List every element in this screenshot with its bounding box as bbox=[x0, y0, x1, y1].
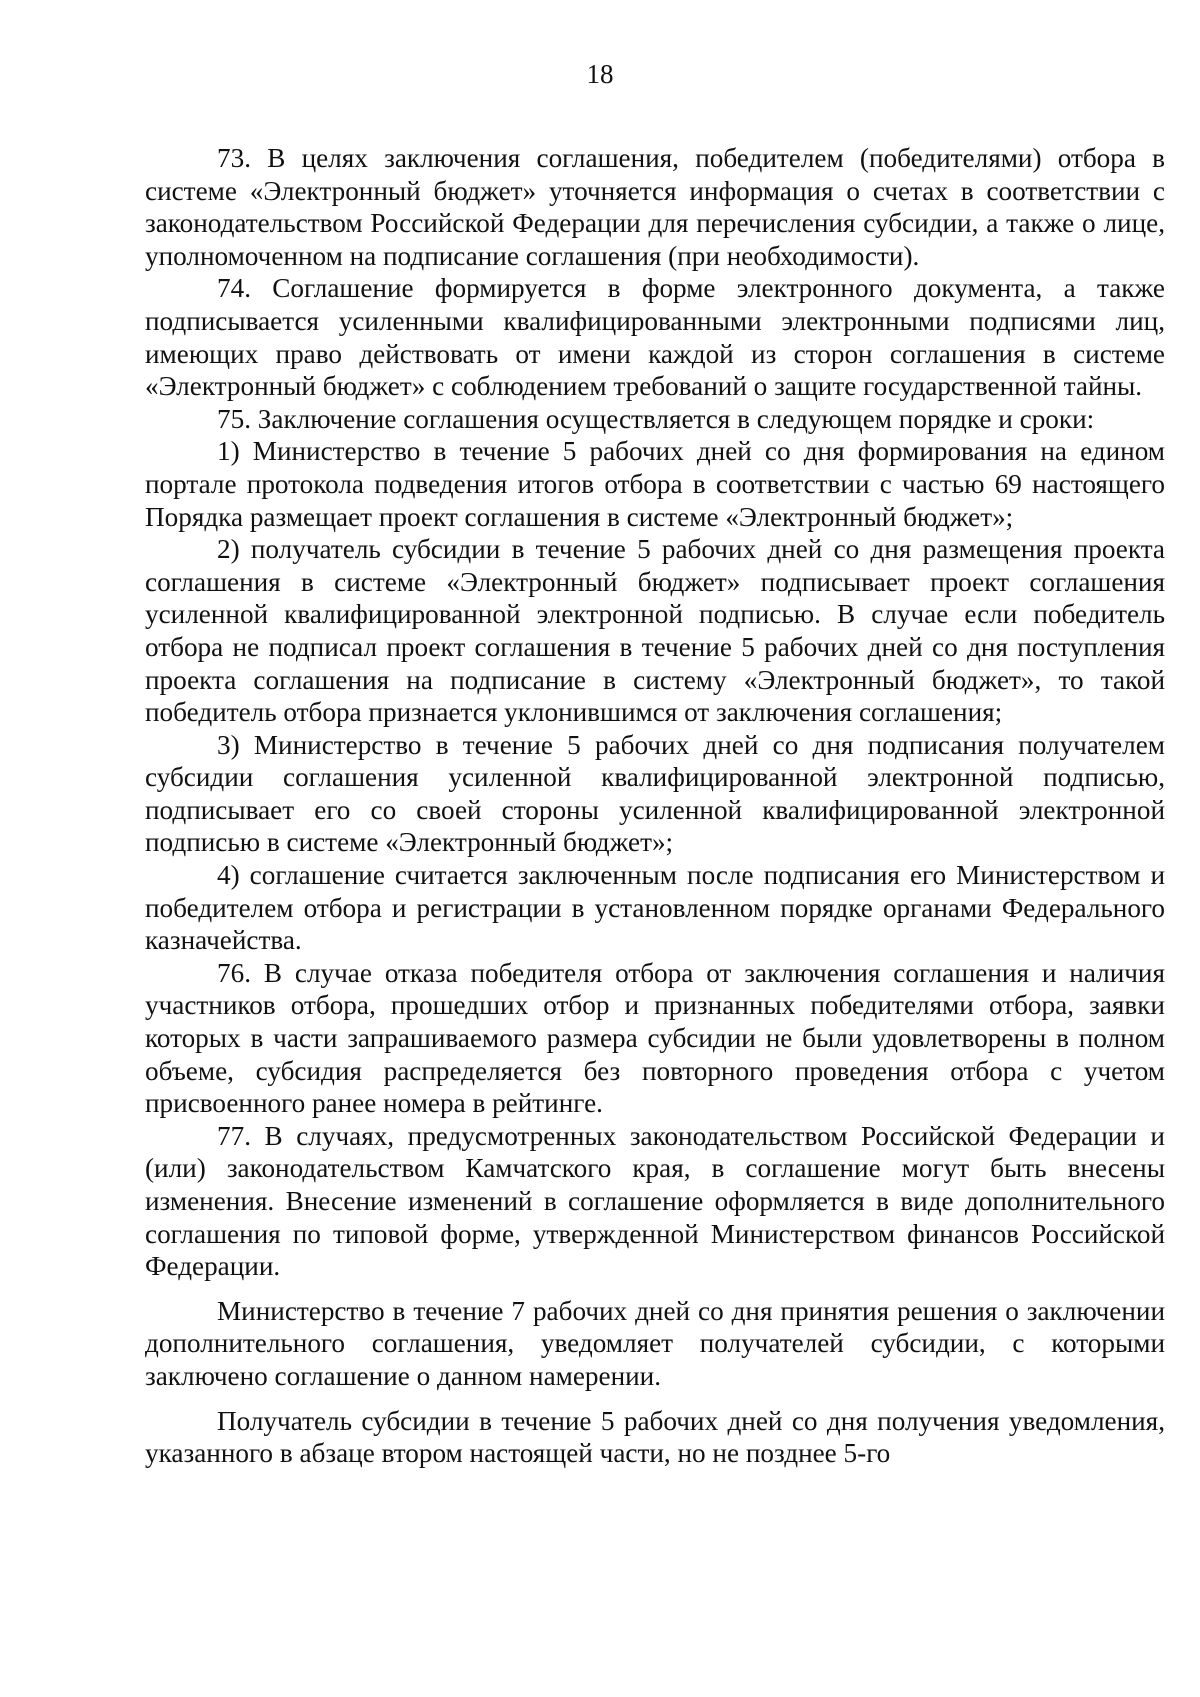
paragraph-74: 74. Соглашение формируется в форме электронного документа, а также подписывается усиленными квалифицированными электронными подписями лиц, имеющих право действовать от имени каждой из сторон соглашения в системе «Электронный бюджет» с соблюдением требований о защите государственной тайны. bbox=[145, 273, 1165, 402]
paragraph-77-part-3: Получатель субсидии в течение 5 рабочих дней со дня получения уведомления, указанного в абзаце втором настоящей части, но не позднее 5-го bbox=[145, 1405, 1165, 1469]
paragraph-75-item-1: 1) Министерство в течение 5 рабочих дней со дня формирования на едином портале протокола подведения итогов отбора в соответствии с частью 69 настоящего Порядка размещает проект соглашения в системе «Электронный бюджет»; bbox=[145, 436, 1165, 532]
page-number: 18 bbox=[586, 59, 614, 89]
paragraph-76: 76. В случае отказа победителя отбора от заключения соглашения и наличия участников отбора, прошедших отбор и признанных победителями отбора, заявки которых в части запрашиваемого размера субсидии не были удовлетворены в полном объеме, субсидия распределяется без повторного проведения отбора с учетом присвоенного ранее номера в рейтинге. bbox=[145, 957, 1165, 1119]
document-body bbox=[145, 142, 1165, 1470]
paragraph-75-item-2: 2) получатель субсидии в течение 5 рабочих дней со дня размещения проекта соглашения в системе «Электронный бюджет» подписывает проект соглашения усиленной квалифицированной электронной подписью. В случае если победитель отбора не подписал проект соглашения в течение 5 рабочих дней со дня поступления проекта соглашения на подписание в систему «Электронный бюджет», то такой победитель отбора признается уклонившимся от заключения соглашения; bbox=[145, 534, 1165, 728]
paragraph-75: 75. Заключение соглашения осуществляется в следующем порядке и сроки: bbox=[217, 403, 1095, 434]
paragraph-75-item-3: 3) Министерство в течение 5 рабочих дней со дня подписания получателем субсидии соглашения усиленной квалифицированной электронной подписью, подписывает его со своей стороны усиленной квалифицированной электронной подписью в системе «Электронный бюджет»; bbox=[145, 729, 1165, 858]
paragraph-77-part-2: Министерство в течение 7 рабочих дней со дня принятия решения о заключении дополнительного соглашения, уведомляет получателей субсидии, с которыми заключено соглашение о данном намерении. bbox=[145, 1295, 1165, 1391]
paragraph-77: 77. В случаях, предусмотренных законодательством Российской Федерации и (или) законодательством Камчатского края, в соглашение могут быть внесены изменения. Внесение изменений в соглашение оформляется в виде дополнительного соглашения по типовой форме, утвержденной Министерством финансов Российской Федерации. bbox=[145, 1120, 1165, 1282]
paragraph-75-item-4: 4) соглашение считается заключенным после подписания его Министерством и победителем отбора и регистрации в установленном порядке органами Федерального казначейства. bbox=[145, 860, 1165, 956]
paragraph-73: 73. В целях заключения соглашения, победителем (победителями) отбора в системе «Электронный бюджет» уточняется информация о счетах в соответствии с законодательством Российской Федерации для перечисления субсидии, а также о лице, уполномоченном на подписание соглашения (при необходимости). bbox=[145, 143, 1165, 271]
